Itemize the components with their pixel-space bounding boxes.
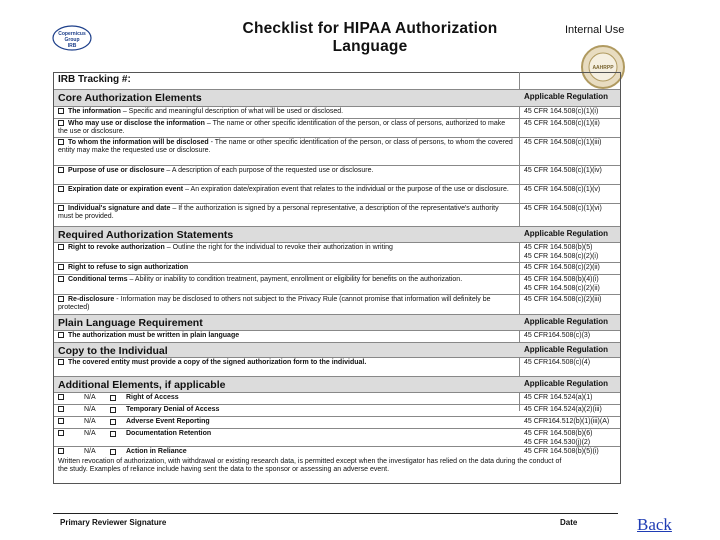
regulation-cell: 45 CFR 164.508(c)(2)(ii) (524, 284, 600, 292)
regulation-cell: 45 CFR 164.524(a)(2)(iii) (524, 406, 602, 413)
item-title: Purpose of use or disclosure (68, 167, 165, 174)
required-section-header (54, 227, 620, 243)
regulation-header: Applicable Regulation (524, 379, 609, 388)
additional-item (54, 429, 620, 447)
checklist-item (54, 263, 620, 275)
regulation-cell: 45 CFR 164.508(b)(5)(i) (524, 448, 599, 455)
na-label: N/A (84, 448, 96, 455)
item-title: The information (68, 108, 121, 115)
checklist-item (54, 243, 620, 263)
checklist-item (54, 185, 620, 204)
plain-section-title: Plain Language Requirement (58, 317, 203, 329)
signature-line (53, 513, 618, 514)
svg-text:AAHRPP: AAHRPP (592, 65, 614, 71)
title-line-2: Language (332, 38, 408, 55)
item-title: Adverse Event Reporting (126, 418, 210, 425)
item-title: Conditional terms (68, 276, 128, 283)
item-title: Documentation Retention (126, 430, 212, 437)
additional-item (54, 405, 620, 417)
item-title: Right to refuse to sign authorization (68, 264, 189, 271)
checkbox[interactable] (58, 448, 64, 454)
item-title: Right to revoke authorization (68, 244, 165, 251)
regulation-cell: 45 CFR 164.508(c)(2)(ii) (524, 264, 600, 271)
svg-text:Group: Group (64, 37, 80, 43)
internal-use-label: Internal Use (565, 24, 625, 36)
checkbox[interactable] (58, 430, 64, 436)
na-label: N/A (84, 406, 96, 413)
additional-item (54, 393, 620, 405)
item-text: – Outline the right for the individual to revoke their authorization in writing (164, 244, 393, 251)
checklist-item (54, 331, 620, 343)
core-section-title: Core Authorization Elements (58, 92, 202, 104)
regulation-cell: 45 CFR 164.508(c)(2)(i) (524, 252, 599, 260)
regulation-cell: 45 CFR 164.508(c)(1)(ii) (524, 120, 600, 127)
copernicus-logo (52, 18, 92, 58)
regulation-header: Applicable Regulation (524, 345, 609, 354)
na-label: N/A (84, 418, 96, 425)
checklist-item (54, 204, 620, 227)
item-text: – A description of each purpose of the requested use or disclosure. (164, 167, 374, 174)
checklist-item (54, 166, 620, 185)
additional-section-header (54, 377, 620, 393)
regulation-cell: 45 CFR 164.508(b)(6) (524, 430, 593, 437)
checklist-item (54, 295, 620, 315)
regulation-cell: 45 CFR 164.508(c)(1)(i) (524, 108, 599, 115)
checkbox[interactable] (58, 264, 64, 270)
checkbox[interactable] (110, 419, 116, 425)
item-title: Action in Reliance (126, 448, 187, 455)
copy-section-title: Copy to the Individual (58, 345, 168, 357)
reliance-note: Written revocation of authorization, with withdrawal or existing research data, is permitted except when the investigator has relied on the data during the conduct of the study. Examples of reliance include having sent the data to the sponsor or assessing an adverse event. (58, 458, 562, 474)
item-title: Right of Access (126, 394, 179, 401)
item-text: – If the authorization is signed by a personal representative, a description of the representative's authority must be provided. (58, 205, 499, 221)
irb-tracking-row (54, 73, 620, 90)
item-title: Who may use or disclose the information (68, 120, 205, 127)
regulation-cell: 45 CFR 164.508(c)(2)(iii) (524, 296, 602, 303)
regulation-cell: 45 CFR 164.508(c)(1)(iii) (524, 139, 602, 146)
item-title: To whom the information will be disclosed (68, 139, 209, 146)
additional-item (54, 417, 620, 429)
regulation-header: Applicable Regulation (524, 229, 609, 238)
regulation-cell: 45 CFR 164.524(a)(1) (524, 394, 593, 401)
regulation-header: Applicable Regulation (524, 92, 609, 101)
date-label: Date (560, 518, 578, 527)
item-text: – The name or other specific identification of the person, or class of persons, authorized to make the use or disclosure. (58, 120, 506, 136)
checklist-item (54, 358, 620, 377)
svg-text:Copernicus: Copernicus (58, 31, 86, 37)
item-text: – Ability or inability to condition treatment, payment, enrollment or eligibility for benefits on the authorization. (127, 276, 463, 283)
checkbox[interactable] (58, 139, 64, 145)
checkbox[interactable] (58, 406, 64, 412)
regulation-cell: 45 CFR 164.508(b)(5) (524, 244, 593, 251)
na-label: N/A (84, 394, 96, 401)
checkbox[interactable] (58, 186, 64, 192)
regulation-cell: 45 CFR164.512(b)(1)(iii)(A) (524, 418, 610, 425)
irb-tracking-label: IRB Tracking #: (58, 74, 131, 85)
title-line-1: Checklist for HIPAA Authorization (242, 20, 498, 37)
checkbox[interactable] (110, 407, 116, 413)
plain-section-header (54, 315, 620, 331)
regulation-cell: 45 CFR164.508(c)(3) (524, 332, 591, 339)
regulation-cell: 45 CFR 164.530(j)(2) (524, 438, 591, 446)
additional-section-title: Additional Elements, if applicable (58, 379, 226, 391)
svg-text:IRB: IRB (67, 43, 77, 49)
regulation-cell: 45 CFR 164.508(c)(1)(v) (524, 186, 601, 193)
copy-section-header (54, 343, 620, 358)
core-section-header (54, 90, 620, 107)
regulation-cell: 45 CFR164.508(c)(4) (524, 359, 591, 366)
item-title: Temporary Denial of Access (126, 406, 220, 413)
item-title: The authorization must be written in plain language (68, 332, 240, 339)
item-text: – An expiration date/expiration event that relates to the individual or the purpose of the use or disclosure. (183, 186, 509, 193)
checkbox[interactable] (58, 167, 64, 173)
checkbox[interactable] (58, 394, 64, 400)
back-link[interactable]: Back (637, 515, 672, 534)
item-title: Expiration date or expiration event (68, 186, 184, 193)
checkbox[interactable] (58, 332, 64, 338)
item-text: – Specific and meaningful description of what will be used or disclosed. (120, 108, 344, 115)
checkbox[interactable] (58, 120, 64, 126)
item-title: Re-disclosure (68, 296, 115, 303)
checkbox[interactable] (110, 431, 116, 437)
na-label: N/A (84, 430, 96, 437)
regulation-cell: 45 CFR 164.508(c)(1)(iv) (524, 167, 602, 174)
regulation-header: Applicable Regulation (524, 317, 609, 326)
signature-label: Primary Reviewer Signature (60, 518, 167, 527)
checkbox[interactable] (110, 395, 116, 401)
checkbox[interactable] (58, 205, 64, 211)
required-section-title: Required Authorization Statements (58, 229, 234, 241)
checkbox[interactable] (58, 276, 64, 282)
checklist-item (54, 107, 620, 119)
item-title: The covered entity must provide a copy of the signed authorization form to the individual. (68, 359, 367, 366)
checklist-item (54, 275, 620, 295)
item-title: Individual's signature and date (68, 205, 171, 212)
item-text: - The name or other specific identification of the person, or class of persons, to whom the covered entity may make the requested use or disclosure. (58, 139, 513, 155)
checkbox[interactable] (58, 296, 64, 302)
page-title (170, 20, 570, 56)
checkbox[interactable] (110, 449, 116, 455)
checkbox[interactable] (58, 359, 64, 365)
checkbox[interactable] (58, 108, 64, 114)
checklist-item (54, 119, 620, 138)
checkbox[interactable] (58, 244, 64, 250)
additional-item (54, 447, 620, 484)
item-text: - Information may be disclosed to others not subject to the Privacy Rule (cannot promise that information will definitely be protected) (58, 296, 491, 312)
regulation-cell: 45 CFR 164.508(c)(1)(vi) (524, 205, 602, 212)
checklist-item (54, 138, 620, 166)
checkbox[interactable] (58, 418, 64, 424)
regulation-cell: 45 CFR 164.508(b)(4)(i) (524, 276, 599, 283)
